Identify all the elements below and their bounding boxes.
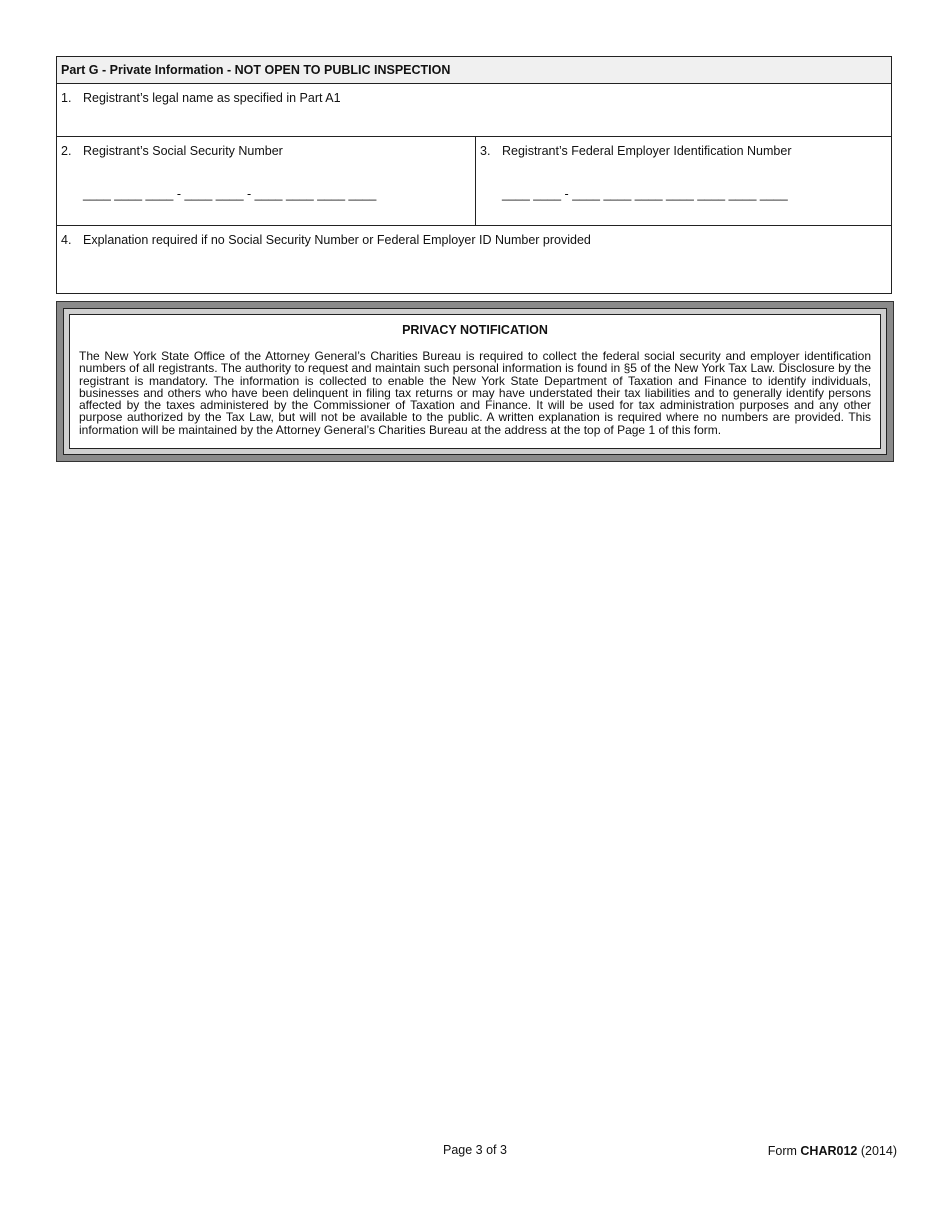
form-prefix: Form: [767, 1144, 797, 1158]
privacy-notification-box: [56, 301, 894, 462]
part-g-table: [56, 56, 892, 294]
item-4-label: Explanation required if no Social Security Number or Federal Employer ID Number provided: [83, 233, 591, 247]
page-number: Page 3 of 3: [443, 1143, 507, 1157]
ssn-cell: [57, 137, 476, 225]
part-g-header: Part G - Private Information - NOT OPEN TO PUBLIC INSPECTION: [57, 57, 891, 84]
form-identifier: [768, 1144, 897, 1158]
item-4-row: [57, 226, 891, 293]
form-code: CHAR012: [800, 1144, 858, 1158]
item-1-number: 1.: [61, 91, 72, 105]
item-2-3-row: [57, 137, 891, 226]
form-year: (2014): [860, 1144, 897, 1158]
ssn-input-blanks[interactable]: ____ ____ ____ - ____ ____ - ____ ____ ____ ____: [83, 187, 377, 201]
fein-input-blanks[interactable]: ____ ____ - ____ ____ ____ ____ ____ ____ ____: [502, 187, 788, 201]
item-3-label: Registrant’s Federal Employer Identification Number: [502, 144, 792, 158]
item-4-number: 4.: [61, 233, 72, 247]
privacy-notification-content: [69, 314, 881, 449]
item-2-label: Registrant’s Social Security Number: [83, 144, 283, 158]
privacy-notification-text: The New York State Office of the Attorney General’s Charities Bureau is required to collect the federal social security and employer identification numbers of all registrants. The authority to request and maintain such personal information is found in §5 of the New York Tax Law. Disclosure by the registrant is mandatory. The information is collected to enable the New York State Department of Taxation and Finance to identify individuals, businesses and others who have been delinquent in filing tax returns or may have understated their tax liabilities and to generally identify persons affected by the taxes administered by the Commissioner of Taxation and Finance. It will be used for tax administration purposes and any other purpose authorized by the Tax Law, but will not be available to the public. A written explanation is required where no numbers are provided. This information will be maintained by the Attorney General’s Charities Bureau at the address at the top of Page 1 of this form.: [79, 349, 871, 437]
privacy-notification-frame: [63, 308, 887, 455]
fein-cell: [476, 137, 891, 225]
item-3-number: 3.: [480, 144, 491, 158]
privacy-notification-title: PRIVACY NOTIFICATION: [402, 323, 548, 337]
item-1-row: [57, 84, 891, 137]
item-1-label: Registrant’s legal name as specified in Part A1: [83, 91, 341, 105]
item-2-number: 2.: [61, 144, 72, 158]
